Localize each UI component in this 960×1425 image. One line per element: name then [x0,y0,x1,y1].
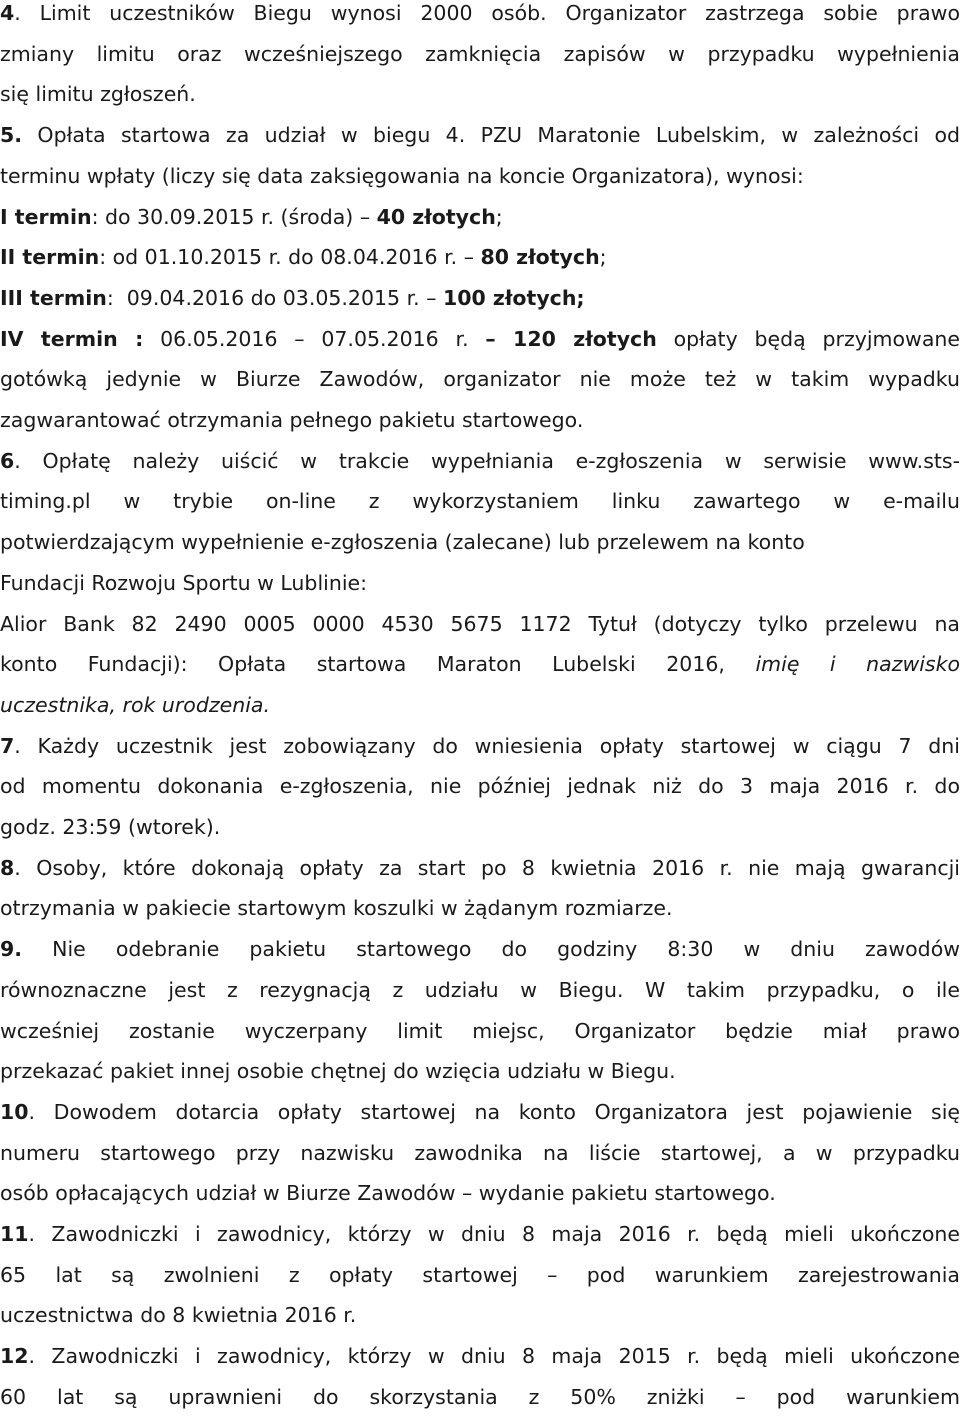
text-line [0,1018,960,1059]
text-segment: godz. 23:59 (wtorek). [0,815,221,839]
text-segment: . Każdy uczestnik jest zobowiązany do wniesienia opłaty startowej w ciągu 7 dni [14,733,960,758]
text-line [0,570,960,611]
text-line [0,1221,960,1262]
text-line [0,1140,960,1181]
text-line [0,1058,960,1099]
text-segment: 65 lat są zwolnieni z opłaty startowej – pod warunkiem zarejestrowania [0,1262,960,1287]
text-line [0,1262,960,1303]
text-segment: gotówką jedynie w Biurze Zawodów, organizator nie może też w takim wypadku [0,367,960,392]
text-segment: ; [599,245,607,270]
text-line [0,41,960,82]
text-segment: potwierdzającym wypełnienie e-zgłoszenia (zalecane) lub przelewem na konto [0,530,805,555]
text-segment: IV termin : [0,326,144,351]
text-segment: wcześniej zostanie wyczerpany limit miejsc, Organizator będzie miał prawo [0,1018,960,1043]
text-line [0,895,960,936]
text-line [0,285,960,326]
text-segment: równoznaczne jest z rezygnacją z udziału w Biegu. W takim przypadku, o ile [0,977,960,1002]
text-segment: 12 [0,1344,29,1369]
text-segment: I termin [0,204,92,229]
text-line [0,855,960,896]
text-segment: 11 [0,1222,29,1246]
text-segment: Alior Bank 82 2490 0005 0000 4530 5675 1172 Tytuł (dotyczy tylko przelewu na [0,611,960,636]
text-segment: od momentu dokonania e-zgłoszenia, nie później jednak niż do 3 maja 2016 r. do [0,774,960,799]
text-line [0,326,960,367]
text-line [0,0,960,41]
text-line [0,977,960,1018]
text-segment: 6 [0,448,15,473]
text-line [0,611,960,652]
text-line [0,81,960,122]
text-line [0,122,960,163]
text-segment: . Zawodniczki i zawodnicy, którzy w dniu 8 maja 2015 r. będą mieli ukończone [28,1344,960,1369]
text-line [0,814,960,855]
text-segment: 80 złotych [480,245,600,270]
text-segment: zagwarantować otrzymania pełnego pakietu startowego. [0,408,584,432]
text-segment: 9. [0,937,23,962]
text-segment: – 120 złotych [485,326,657,351]
text-segment: 60 lat są uprawnieni do skorzystania z 50% zniżki – pod warunkiem [0,1384,960,1409]
text-segment: terminu wpłaty (liczy się data zaksięgowania na koncie Organizatora), wynosi: [0,163,804,188]
text-line [0,407,960,448]
text-line [0,163,960,204]
text-line [0,204,960,245]
text-line [0,936,960,977]
text-line [0,529,960,570]
text-segment: . Dowodem dotarcia opłaty startowej na konto Organizatora jest pojawienie się [28,1099,960,1124]
text-segment: . Opłatę należy uiścić w trakcie wypełniania e-zgłoszenia w serwisie www.sts- [14,448,960,473]
text-segment: uczestnika, rok urodzenia. [0,692,270,717]
text-segment: numeru startowego przy nazwisku zawodnika na liście startowej, a w przypadku [0,1140,960,1165]
text-segment: uczestnictwa do 8 kwietnia 2016 r. [0,1303,357,1328]
text-segment: 7 [0,733,15,758]
text-segment: . Osoby, które dokonają opłaty za start po 8 kwietnia 2016 r. nie mają gwarancji [14,855,960,880]
text-line [0,488,960,529]
text-segment: opłaty będą przyjmowane [656,326,960,351]
text-segment: . Limit uczestników Biegu wynosi 2000 osób. Organizator zastrzega sobie prawo [14,1,960,25]
text-line [0,244,960,285]
text-segment: 8 [0,855,15,880]
text-line [0,1384,960,1425]
text-line [0,773,960,814]
text-segment: 100 złotych; [442,285,585,310]
text-segment: ; [495,204,503,229]
text-segment: zmiany limitu oraz wcześniejszego zamknięcia zapisów w przypadku wypełnienia [0,41,960,66]
text-segment: otrzymania w pakiecie startowym koszulki w żądanym rozmiarze. [0,896,673,921]
text-line [0,366,960,407]
text-line [0,1343,960,1384]
text-line [0,733,960,774]
text-segment: . Zawodniczki i zawodnicy, którzy w dniu 8 maja 2016 r. będą mieli ukończone [28,1222,960,1246]
text-segment: II termin [0,245,100,270]
text-line [0,1302,960,1343]
text-segment: Fundacji Rozwoju Sportu w Lublinie: [0,570,368,595]
text-segment: : 09.04.2016 do 03.05.2015 r. – [106,285,443,310]
text-segment: 4 [0,1,15,25]
text-segment: 5. [0,123,23,148]
text-line [0,1180,960,1221]
text-segment: przekazać pakiet innej osobie chętnej do wzięcia udziału w Biegu. [0,1059,676,1084]
text-segment: III termin [0,285,107,310]
text-line [0,448,960,489]
text-segment: : do 30.09.2015 r. (środa) – [91,204,377,229]
text-segment: imię i nazwisko [755,652,960,677]
text-segment: się limitu zgłoszeń. [0,82,196,107]
text-segment: : od 01.10.2015 r. do 08.04.2016 r. – [99,245,481,270]
text-segment: timing.pl w trybie on-line z wykorzystaniem linku zawartego w e-mailu [0,489,960,514]
text-segment: Nie odebranie pakietu startowego do godziny 8:30 w dniu zawodów [22,937,960,962]
text-segment: 10 [0,1099,29,1124]
text-line [0,1099,960,1140]
text-segment: 40 złotych [376,204,496,229]
text-segment: osób opłacających udział w Biurze Zawodów – wydanie pakietu startowego. [0,1181,776,1206]
text-segment: konto Fundacji): Opłata startowa Maraton Lubelski 2016, [0,652,756,677]
text-segment: 06.05.2016 – 07.05.2016 r. [143,326,486,351]
text-segment: Opłata startowa za udział w biegu 4. PZU Maratonie Lubelskim, w zależności od [22,123,960,148]
text-line [0,651,960,692]
text-line [0,692,960,733]
